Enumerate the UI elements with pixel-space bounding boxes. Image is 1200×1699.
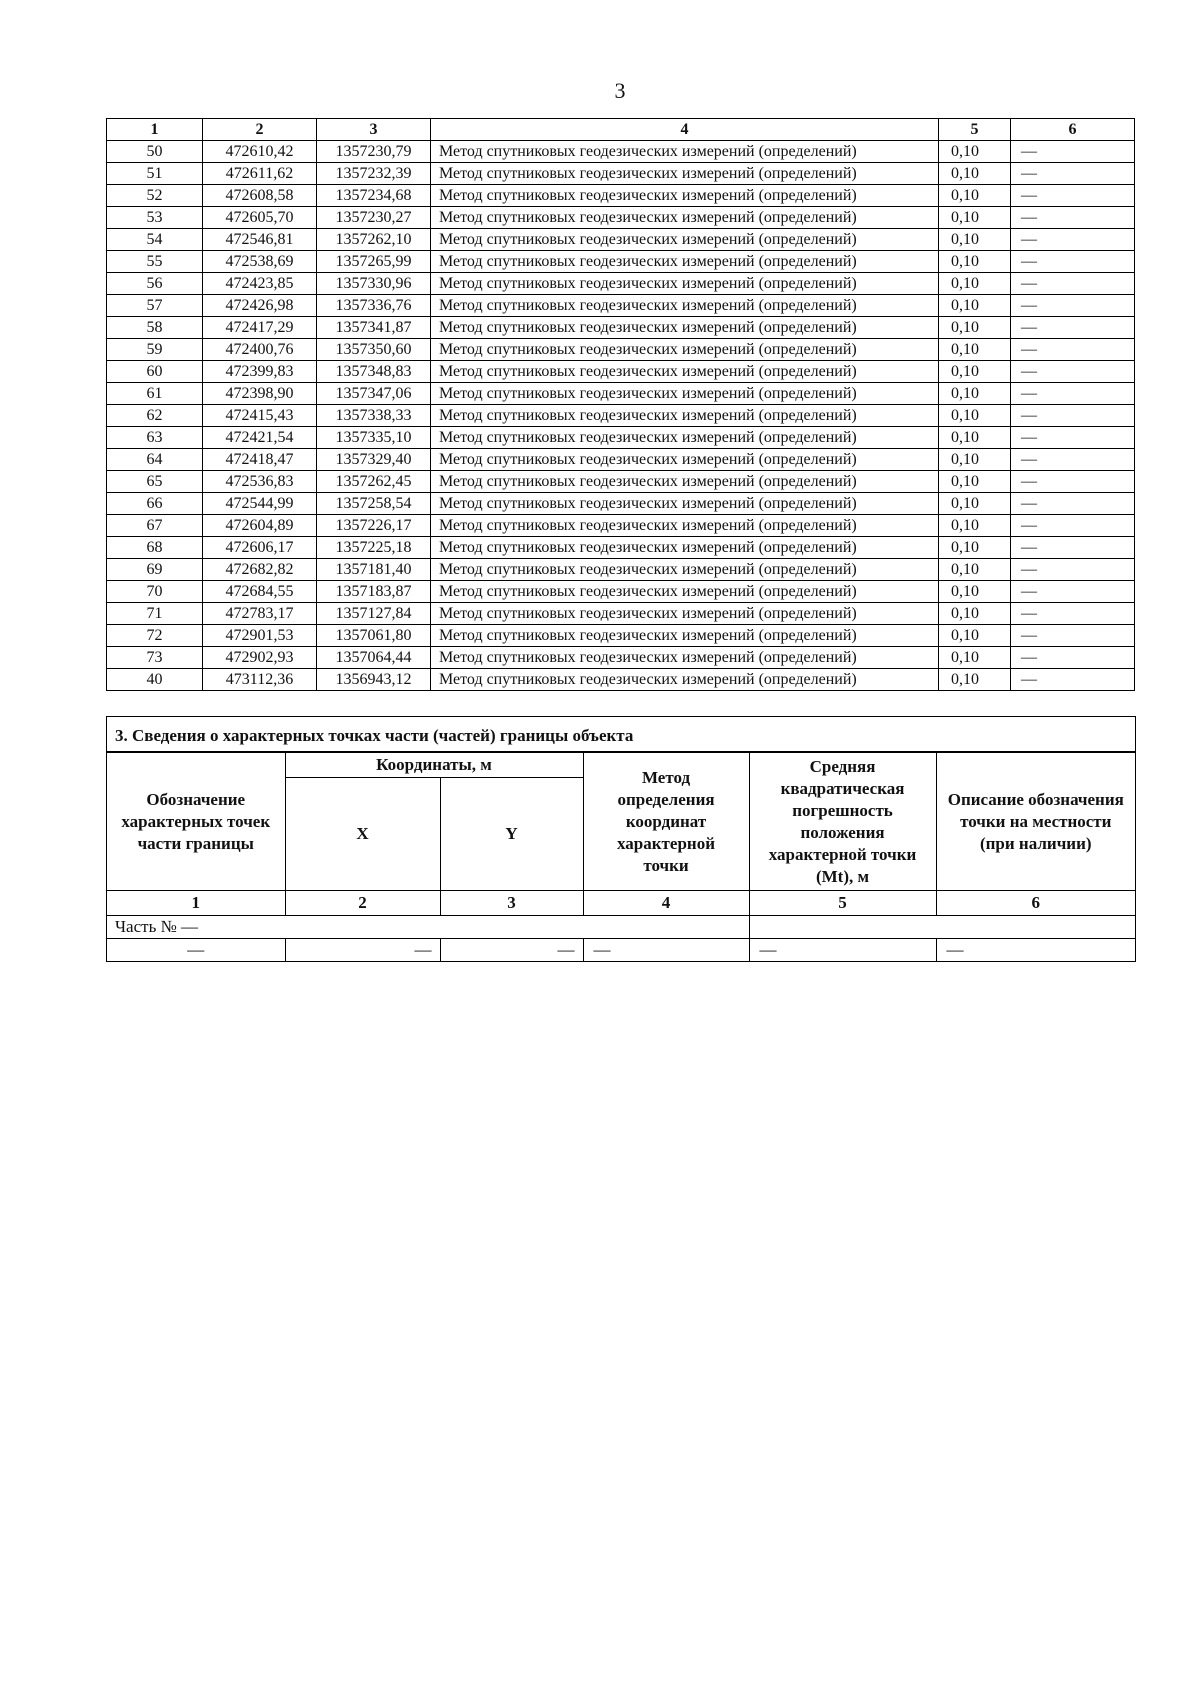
table-cell: — xyxy=(1011,273,1135,295)
column-number: 2 xyxy=(285,891,440,916)
header-x: X xyxy=(285,778,440,891)
column-number: 3 xyxy=(440,891,583,916)
table-cell: 0,10 xyxy=(939,493,1011,515)
dash-cell: — xyxy=(285,939,440,962)
table-row xyxy=(107,317,1135,339)
table-cell: — xyxy=(1011,559,1135,581)
table-cell: 0,10 xyxy=(939,141,1011,163)
table-cell: 1357064,44 xyxy=(317,647,431,669)
table-cell: 472605,70 xyxy=(203,207,317,229)
table-cell: 472399,83 xyxy=(203,361,317,383)
table-row xyxy=(107,163,1135,185)
table-row xyxy=(107,141,1135,163)
table-row xyxy=(107,449,1135,471)
table-cell: Метод спутниковых геодезических измерений (определений) xyxy=(431,185,939,207)
table-cell: Метод спутниковых геодезических измерений (определений) xyxy=(431,537,939,559)
header-designation: Обозначение характерных точек части границы xyxy=(107,753,285,891)
table-cell: 472415,43 xyxy=(203,405,317,427)
table-cell: Метод спутниковых геодезических измерений (определений) xyxy=(431,449,939,471)
table-cell: — xyxy=(1011,163,1135,185)
table-cell: — xyxy=(1011,471,1135,493)
table-cell: — xyxy=(1011,537,1135,559)
table-cell: — xyxy=(1011,427,1135,449)
table-cell: — xyxy=(1011,185,1135,207)
table-cell: 1357350,60 xyxy=(317,339,431,361)
table-cell: 0,10 xyxy=(939,163,1011,185)
table-cell: Метод спутниковых геодезических измерений (определений) xyxy=(431,515,939,537)
table-row xyxy=(107,493,1135,515)
table-cell: Метод спутниковых геодезических измерений (определений) xyxy=(431,581,939,603)
table-cell: Метод спутниковых геодезических измерений (определений) xyxy=(431,427,939,449)
table-cell: 0,10 xyxy=(939,559,1011,581)
table-cell: 1357234,68 xyxy=(317,185,431,207)
table-cell: 1357265,99 xyxy=(317,251,431,273)
table-row xyxy=(107,185,1135,207)
table-cell: 69 xyxy=(107,559,203,581)
table-cell: — xyxy=(1011,383,1135,405)
header-y: Y xyxy=(440,778,583,891)
table-cell: — xyxy=(1011,141,1135,163)
table-cell: 1357335,10 xyxy=(317,427,431,449)
part-label-empty xyxy=(749,916,1135,939)
table-row xyxy=(107,427,1135,449)
table-cell: 63 xyxy=(107,427,203,449)
table-cell: 1357232,39 xyxy=(317,163,431,185)
column-number: 4 xyxy=(583,891,749,916)
table-cell: 70 xyxy=(107,581,203,603)
table-row xyxy=(107,405,1135,427)
table-cell: 0,10 xyxy=(939,273,1011,295)
table-cell: 472611,62 xyxy=(203,163,317,185)
table-cell: 52 xyxy=(107,185,203,207)
table-cell: 1357225,18 xyxy=(317,537,431,559)
col-header: 6 xyxy=(1011,119,1135,141)
table-cell: 51 xyxy=(107,163,203,185)
table-row xyxy=(107,295,1135,317)
col-header: 5 xyxy=(939,119,1011,141)
table-cell: 472426,98 xyxy=(203,295,317,317)
table-row xyxy=(107,559,1135,581)
table-row xyxy=(107,251,1135,273)
table-cell: Метод спутниковых геодезических измерений (определений) xyxy=(431,361,939,383)
table-cell: 1357230,79 xyxy=(317,141,431,163)
dash-cell: — xyxy=(936,939,1135,962)
table-cell: 72 xyxy=(107,625,203,647)
table-cell: 0,10 xyxy=(939,537,1011,559)
table-cell: 473112,36 xyxy=(203,669,317,691)
col-header: 4 xyxy=(431,119,939,141)
table-cell: 0,10 xyxy=(939,361,1011,383)
table-row xyxy=(107,581,1135,603)
table-cell: 1357226,17 xyxy=(317,515,431,537)
table-row xyxy=(107,603,1135,625)
table-cell: 0,10 xyxy=(939,339,1011,361)
table-cell: 0,10 xyxy=(939,295,1011,317)
header-description: Описание обозначения точки на местности (при наличии) xyxy=(936,753,1135,891)
table-cell: — xyxy=(1011,229,1135,251)
table-cell: 0,10 xyxy=(939,515,1011,537)
table-cell: Метод спутниковых геодезических измерений (определений) xyxy=(431,405,939,427)
table-cell: Метод спутниковых геодезических измерений (определений) xyxy=(431,229,939,251)
table-cell: 1357338,33 xyxy=(317,405,431,427)
table-cell: 472536,83 xyxy=(203,471,317,493)
table-cell: 68 xyxy=(107,537,203,559)
table-cell: 1357258,54 xyxy=(317,493,431,515)
table-row xyxy=(107,515,1135,537)
table-cell: 0,10 xyxy=(939,647,1011,669)
table-cell: 65 xyxy=(107,471,203,493)
table-cell: 1357348,83 xyxy=(317,361,431,383)
table-cell: 472398,90 xyxy=(203,383,317,405)
table-cell: 67 xyxy=(107,515,203,537)
table-cell: 1356943,12 xyxy=(317,669,431,691)
header-error: Средняя квадратическая погрешность положения характерной точки (Mt), м xyxy=(749,753,936,891)
table-cell: 66 xyxy=(107,493,203,515)
table-cell: 472608,58 xyxy=(203,185,317,207)
header-method: Метод определения координат характерной точки xyxy=(583,753,749,891)
table-cell: 472610,42 xyxy=(203,141,317,163)
header-coordinates: Координаты, м xyxy=(285,753,583,778)
boundary-points-table xyxy=(106,118,1135,691)
table-cell: Метод спутниковых геодезических измерений (определений) xyxy=(431,493,939,515)
table-cell: 472546,81 xyxy=(203,229,317,251)
table-cell: Метод спутниковых геодезических измерений (определений) xyxy=(431,317,939,339)
table-cell: 0,10 xyxy=(939,669,1011,691)
table-row xyxy=(107,471,1135,493)
table-cell: 1357336,76 xyxy=(317,295,431,317)
table-cell: — xyxy=(1011,339,1135,361)
table-cell: 1357262,45 xyxy=(317,471,431,493)
table-cell: 58 xyxy=(107,317,203,339)
table-cell: 50 xyxy=(107,141,203,163)
table-cell: 1357262,10 xyxy=(317,229,431,251)
table-cell: 1357329,40 xyxy=(317,449,431,471)
table-row xyxy=(107,361,1135,383)
table-cell: Метод спутниковых геодезических измерений (определений) xyxy=(431,625,939,647)
part-boundary-points-table xyxy=(107,752,1135,961)
table-cell: — xyxy=(1011,603,1135,625)
table-cell: 0,10 xyxy=(939,317,1011,339)
table-cell: 0,10 xyxy=(939,449,1011,471)
table-cell: 0,10 xyxy=(939,471,1011,493)
column-number: 1 xyxy=(107,891,285,916)
table-cell: Метод спутниковых геодезических измерений (определений) xyxy=(431,141,939,163)
table-cell: 62 xyxy=(107,405,203,427)
table-cell: 472682,82 xyxy=(203,559,317,581)
table-cell: 0,10 xyxy=(939,427,1011,449)
table-cell: 1357181,40 xyxy=(317,559,431,581)
table-cell: Метод спутниковых геодезических измерений (определений) xyxy=(431,207,939,229)
dash-cell: — xyxy=(440,939,583,962)
table-row xyxy=(107,669,1135,691)
table-cell: Метод спутниковых геодезических измерений (определений) xyxy=(431,603,939,625)
table-cell: — xyxy=(1011,669,1135,691)
table-cell: — xyxy=(1011,625,1135,647)
table-cell: 472538,69 xyxy=(203,251,317,273)
table-cell: Метод спутниковых геодезических измерений (определений) xyxy=(431,273,939,295)
table-row xyxy=(107,383,1135,405)
table-cell: 57 xyxy=(107,295,203,317)
table-row xyxy=(107,339,1135,361)
table-cell: 73 xyxy=(107,647,203,669)
table-cell: Метод спутниковых геодезических измерений (определений) xyxy=(431,471,939,493)
table-cell: 61 xyxy=(107,383,203,405)
table-cell: 0,10 xyxy=(939,405,1011,427)
table-cell: 59 xyxy=(107,339,203,361)
table-cell: 40 xyxy=(107,669,203,691)
table-cell: — xyxy=(1011,647,1135,669)
table-cell: 472783,17 xyxy=(203,603,317,625)
table-cell: 472418,47 xyxy=(203,449,317,471)
table-cell: — xyxy=(1011,207,1135,229)
table-cell: 472606,17 xyxy=(203,537,317,559)
table-cell: Метод спутниковых геодезических измерений (определений) xyxy=(431,163,939,185)
table-cell: 472604,89 xyxy=(203,515,317,537)
table-header-row xyxy=(107,119,1135,141)
table-cell: 53 xyxy=(107,207,203,229)
table-cell: 0,10 xyxy=(939,229,1011,251)
table-cell: 0,10 xyxy=(939,383,1011,405)
table-cell: — xyxy=(1011,405,1135,427)
table-row xyxy=(107,647,1135,669)
part-label: Часть № — xyxy=(107,916,749,939)
table-cell: 1357061,80 xyxy=(317,625,431,647)
table-cell: — xyxy=(1011,449,1135,471)
table-cell: 1357183,87 xyxy=(317,581,431,603)
section-3 xyxy=(106,716,1136,962)
table-row xyxy=(107,207,1135,229)
table-cell: 472423,85 xyxy=(203,273,317,295)
table-cell: Метод спутниковых геодезических измерений (определений) xyxy=(431,383,939,405)
table-cell: 60 xyxy=(107,361,203,383)
table-cell: Метод спутниковых геодезических измерений (определений) xyxy=(431,251,939,273)
page-number: 3 xyxy=(614,78,626,103)
table-cell: 472400,76 xyxy=(203,339,317,361)
table-cell: — xyxy=(1011,251,1135,273)
col-header: 1 xyxy=(107,119,203,141)
table-row xyxy=(107,537,1135,559)
table-cell: — xyxy=(1011,581,1135,603)
col-header: 2 xyxy=(203,119,317,141)
table-cell: 54 xyxy=(107,229,203,251)
table-cell: 1357341,87 xyxy=(317,317,431,339)
table-cell: 1357127,84 xyxy=(317,603,431,625)
table-cell: Метод спутниковых геодезических измерений (определений) xyxy=(431,669,939,691)
table-cell: 472901,53 xyxy=(203,625,317,647)
table-cell: — xyxy=(1011,295,1135,317)
table-row xyxy=(107,229,1135,251)
table-cell: — xyxy=(1011,361,1135,383)
table-row xyxy=(107,625,1135,647)
section-title: 3. Сведения о характерных точках части (частей) границы объекта xyxy=(107,717,1135,752)
table-cell: 71 xyxy=(107,603,203,625)
dash-cell: — xyxy=(107,939,285,962)
table-cell: 472684,55 xyxy=(203,581,317,603)
table-cell: 0,10 xyxy=(939,251,1011,273)
table-cell: 0,10 xyxy=(939,185,1011,207)
table-cell: — xyxy=(1011,317,1135,339)
table-cell: 1357230,27 xyxy=(317,207,431,229)
table-cell: 472544,99 xyxy=(203,493,317,515)
col-header: 3 xyxy=(317,119,431,141)
table-row xyxy=(107,273,1135,295)
table-cell: 472417,29 xyxy=(203,317,317,339)
table-cell: Метод спутниковых геодезических измерений (определений) xyxy=(431,339,939,361)
table-cell: 0,10 xyxy=(939,207,1011,229)
table-cell: 0,10 xyxy=(939,603,1011,625)
table-cell: 472902,93 xyxy=(203,647,317,669)
table-cell: 1357330,96 xyxy=(317,273,431,295)
table-cell: 55 xyxy=(107,251,203,273)
table-cell: 472421,54 xyxy=(203,427,317,449)
table-cell: Метод спутниковых геодезических измерений (определений) xyxy=(431,295,939,317)
table-cell: Метод спутниковых геодезических измерений (определений) xyxy=(431,559,939,581)
column-number: 6 xyxy=(936,891,1135,916)
dash-cell: — xyxy=(749,939,936,962)
dash-cell: — xyxy=(583,939,749,962)
column-number: 5 xyxy=(749,891,936,916)
table-cell: Метод спутниковых геодезических измерений (определений) xyxy=(431,647,939,669)
table-cell: 0,10 xyxy=(939,625,1011,647)
table-cell: 0,10 xyxy=(939,581,1011,603)
table-cell: — xyxy=(1011,493,1135,515)
table-cell: 64 xyxy=(107,449,203,471)
table-cell: 56 xyxy=(107,273,203,295)
table-cell: — xyxy=(1011,515,1135,537)
table-cell: 1357347,06 xyxy=(317,383,431,405)
